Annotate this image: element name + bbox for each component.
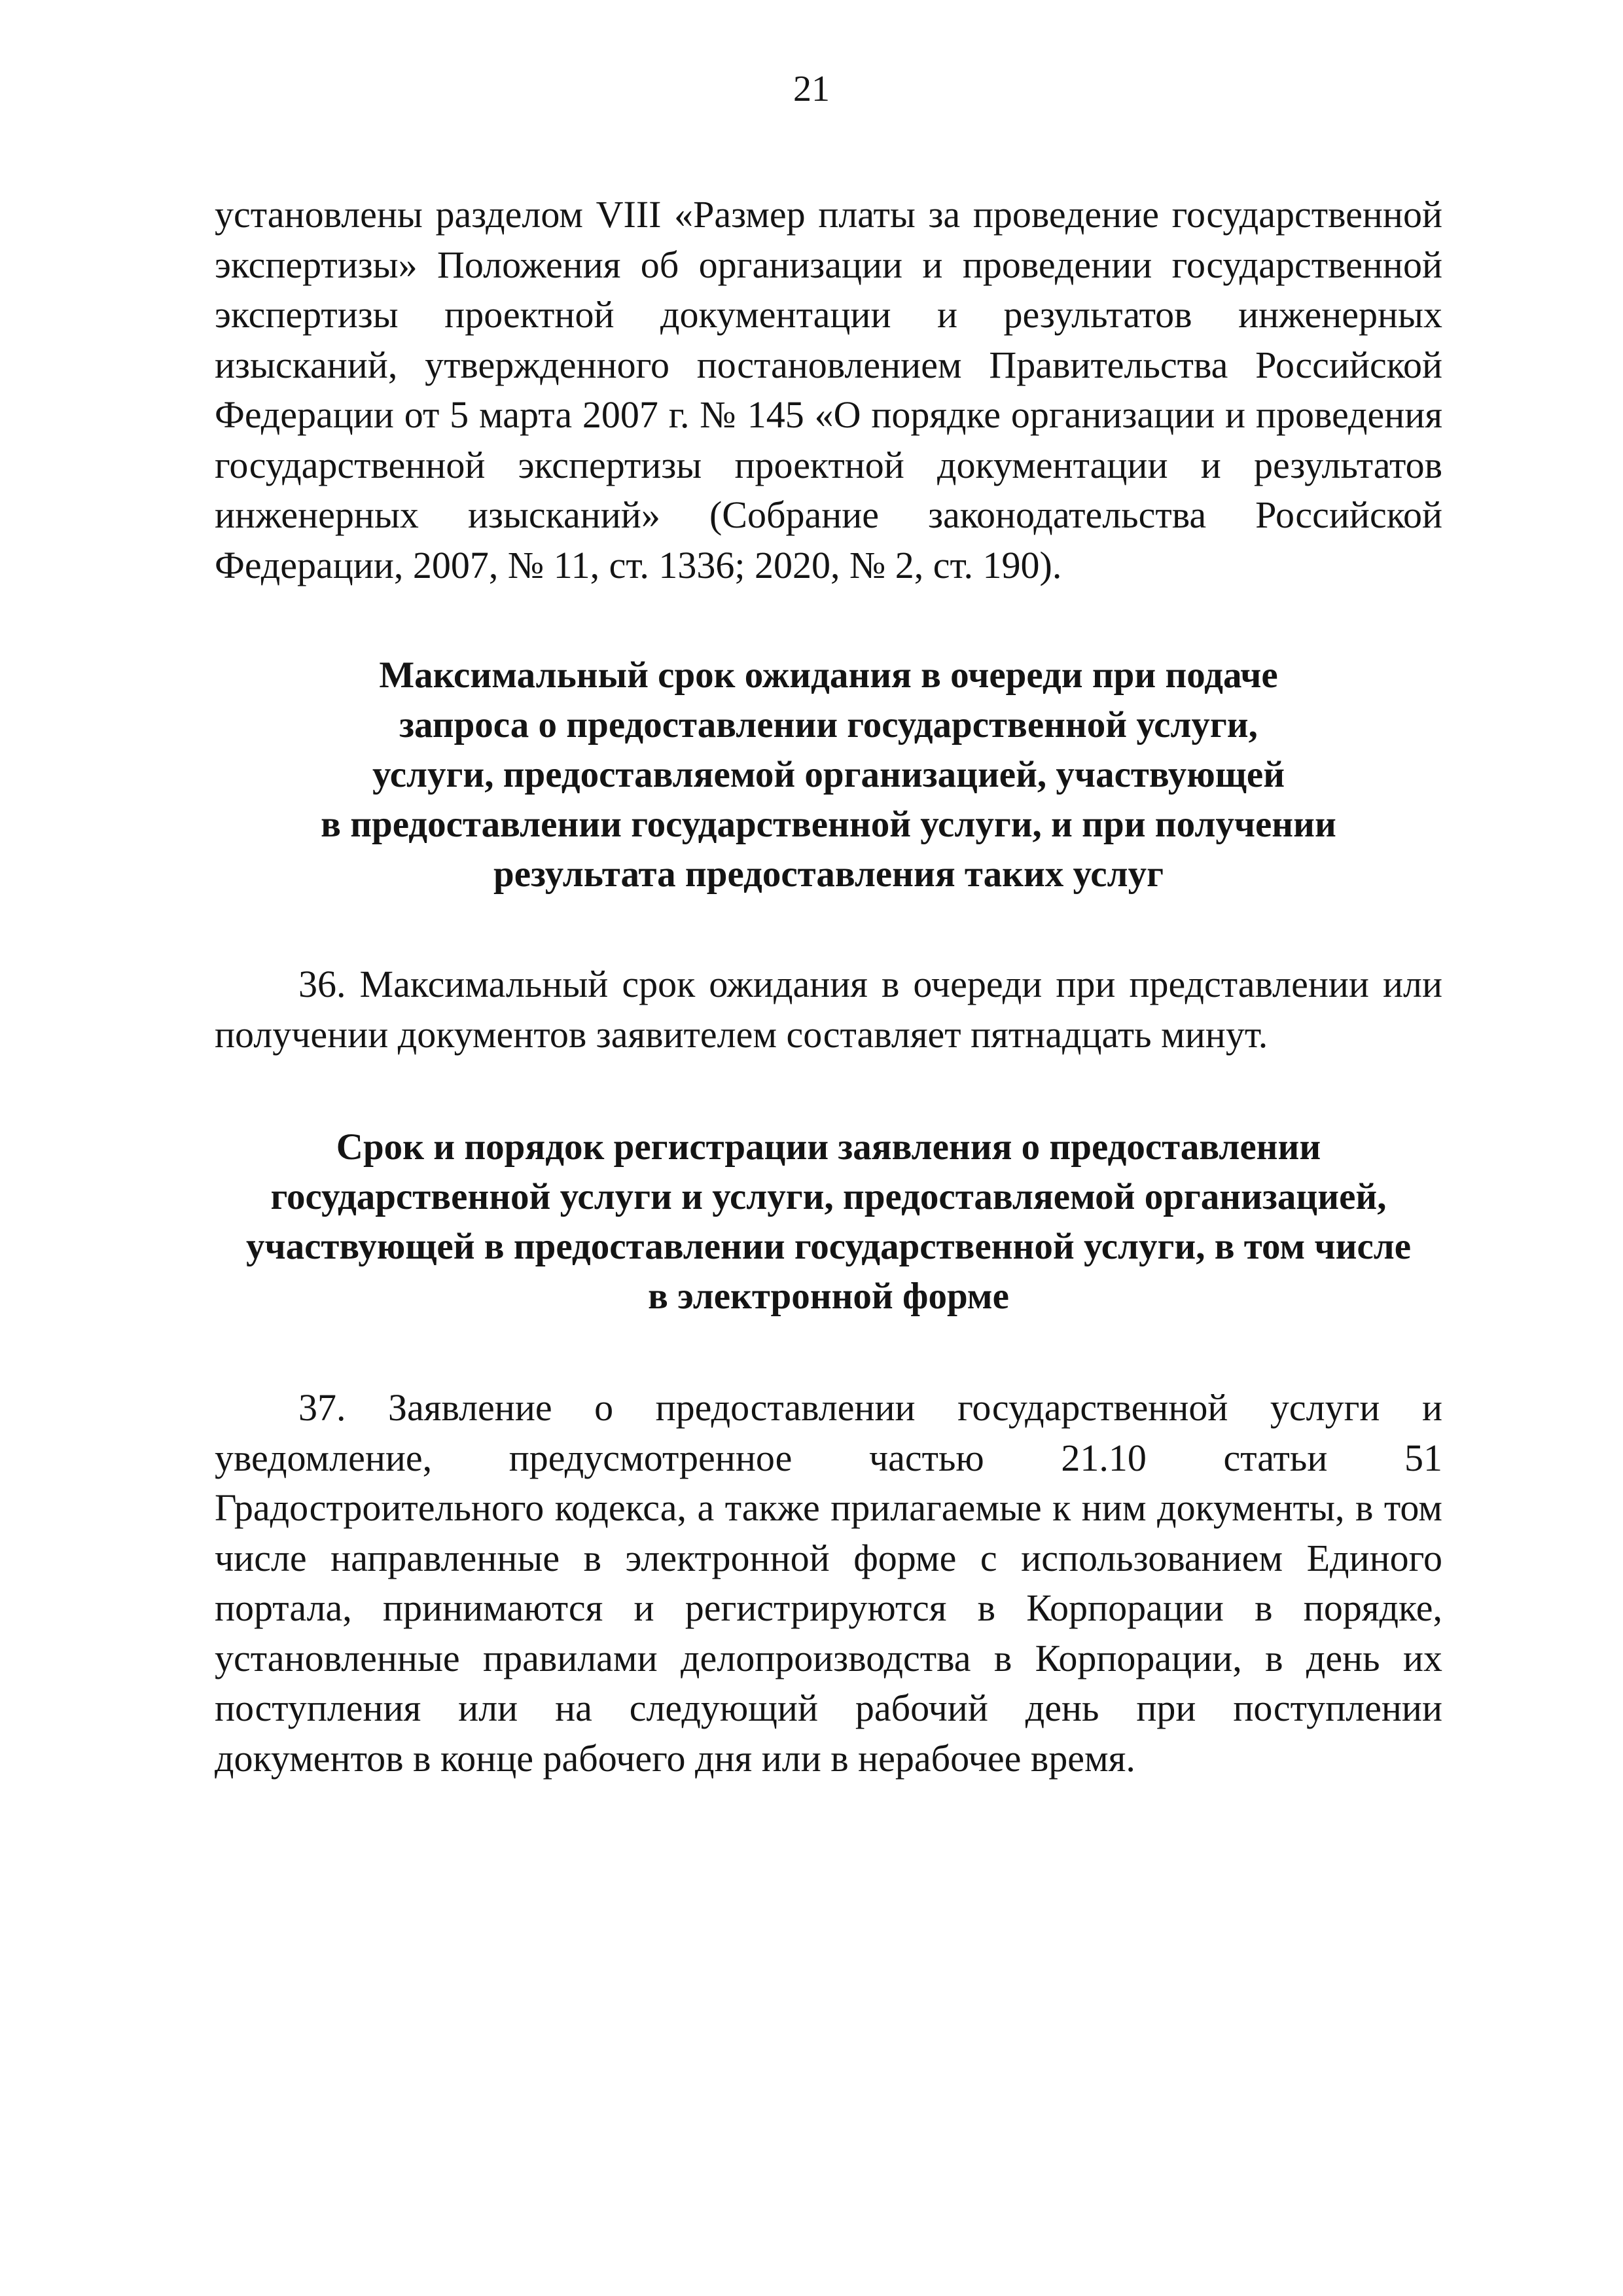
page-number: 21 bbox=[793, 69, 830, 109]
section-heading-queue-wait-time bbox=[215, 651, 1442, 899]
heading-line: государственной услуги и услуги, предоставляемой организацией, bbox=[270, 1176, 1387, 1217]
paragraph-continuation: установлены разделом VIII «Размер платы за проведение государственной экспертизы» Положения об организации и проведении государственной экспертизы проектной документации и результатов инженерных изысканий, утвержденного постановлением Правительства Российской Федерации от 5 марта 2007 г. № 145 «О порядке организации и проведения государственной экспертизы проектной документации и результатов инженерных изысканий» (Собрание законодательства Российской Федерации, 2007, № 11, ст. 1336; 2020, № 2, ст. 190). bbox=[215, 193, 1442, 586]
heading-line: результата предоставления таких услуг bbox=[493, 853, 1164, 895]
heading-line: в предоставлении государственной услуги, и при получении bbox=[321, 804, 1336, 845]
heading-line: услуги, предоставляемой организацией, участвующей bbox=[372, 754, 1285, 795]
heading-line: запроса о предоставлении государственной услуги, bbox=[399, 704, 1258, 745]
heading-line: в электронной форме bbox=[648, 1276, 1009, 1317]
paragraph-37: 37. Заявление о предоставлении государственной услуги и уведомление, предусмотренное частью 21.10 статьи 51 Градостроительного кодекса, а также прилагаемые к ним документы, в том числе направленные в электронной форме с использованием Единого портала, принимаются и регистрируются в Корпорации в порядке, установленные правилами делопроизводства в Корпорации, в день их поступления или на следующий рабочий день при поступлении документов в конце рабочего дня или в нерабочее время. bbox=[215, 1386, 1442, 1780]
section-heading-registration bbox=[215, 1122, 1442, 1321]
document-body bbox=[215, 190, 1442, 1784]
heading-line: Срок и порядок регистрации заявления о предоставлении bbox=[336, 1126, 1321, 1168]
paragraph-36: 36. Максимальный срок ожидания в очереди при представлении или получении документов заявителем составляет пятнадцать минут. bbox=[215, 963, 1442, 1056]
heading-line: Максимальный срок ожидания в очереди при подаче bbox=[379, 655, 1278, 696]
heading-line: участвующей в предоставлении государственной услуги, в том числе bbox=[245, 1226, 1412, 1267]
